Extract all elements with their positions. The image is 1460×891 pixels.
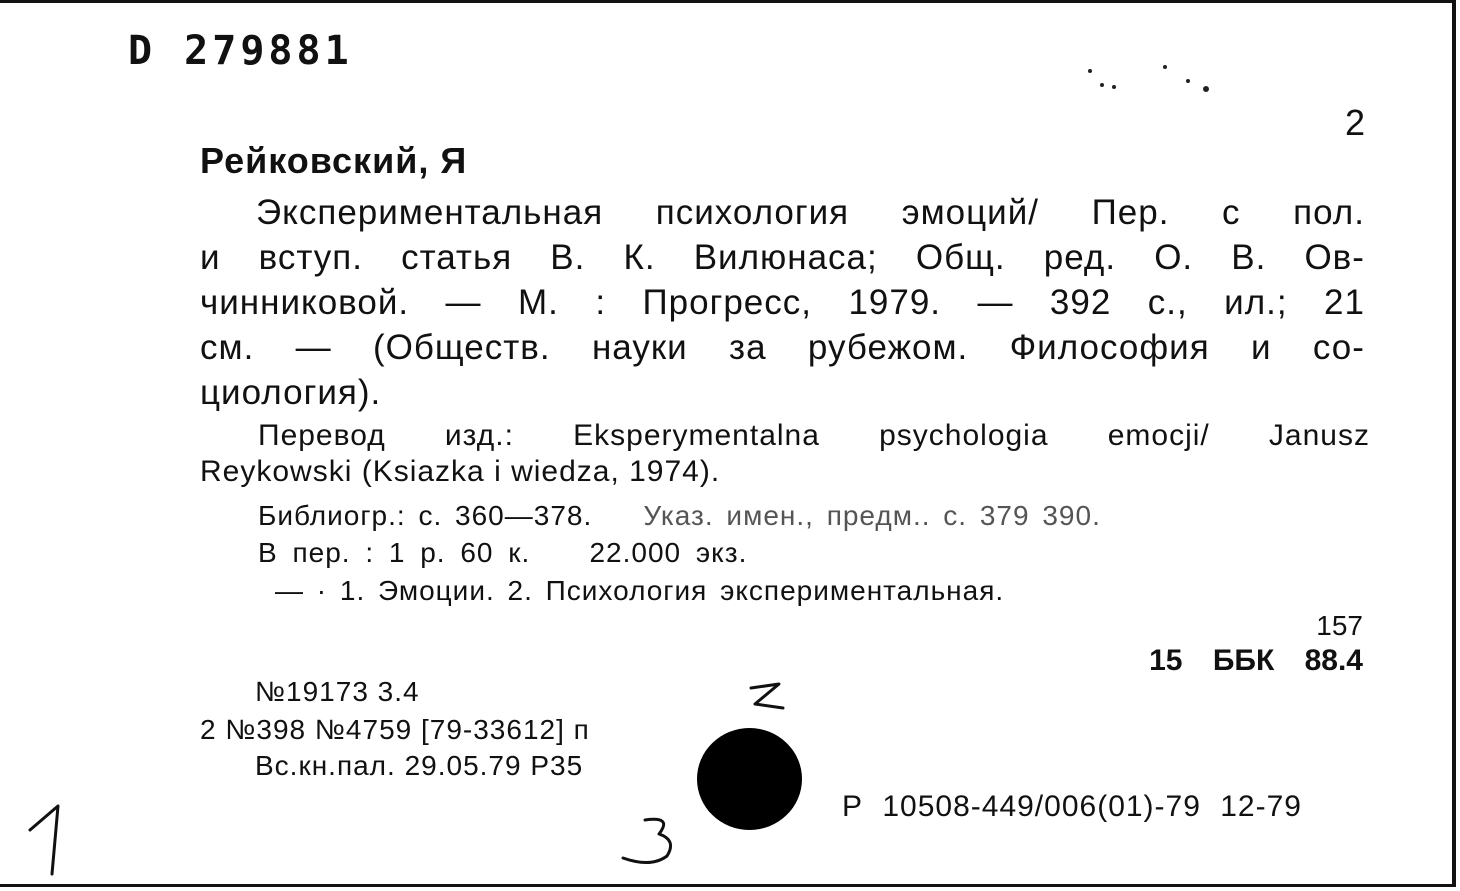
description-word: Экспериментальная: [256, 193, 604, 232]
description-line: [200, 235, 1365, 280]
description-word: науки: [591, 328, 688, 367]
handwritten-mark-3: [615, 812, 685, 870]
page-number: 2: [1344, 102, 1365, 143]
original-word: Eksperymentalna: [573, 419, 820, 452]
description-word: (Обществ.: [372, 328, 551, 367]
description-word: Прогресс,: [642, 283, 812, 322]
description-word: —: [445, 283, 482, 322]
description-word: и: [200, 238, 221, 277]
description-line: [200, 370, 1365, 415]
accession-number: D 279881: [128, 28, 353, 74]
bibliography-note: [258, 500, 1101, 532]
description-word: Философия: [1009, 328, 1210, 367]
description-word: рубежом.: [807, 328, 969, 367]
description-word: В.: [550, 238, 586, 277]
description-word: Ов-: [1304, 238, 1365, 277]
description-word: циология).: [200, 373, 382, 412]
description-word: Пер.: [1091, 193, 1170, 232]
description-word: —: [295, 328, 332, 367]
original-word: изд.:: [444, 419, 514, 452]
description-word: 392: [1049, 283, 1112, 322]
description-word: за: [729, 328, 767, 367]
description-word: пол.: [1293, 193, 1365, 232]
description-line: [200, 190, 1365, 235]
description-word: с: [1222, 193, 1241, 232]
description-word: эмоций/: [901, 193, 1040, 232]
handwritten-mark-2: [745, 680, 789, 716]
description-word: В.: [1231, 238, 1267, 277]
ink-blot: [697, 728, 802, 830]
description-word: М.: [517, 283, 559, 322]
price-line: [258, 537, 747, 569]
original-word: emocji/: [1107, 419, 1210, 452]
classification-157: 157: [1316, 610, 1363, 641]
description-word: —: [977, 283, 1014, 322]
description-word: психология: [655, 193, 850, 232]
original-word: Janusz: [1268, 419, 1370, 452]
description-word: Вилюнаса;: [693, 238, 878, 277]
bibliography-text: Библиогр.: с. 360—378.: [258, 500, 593, 531]
original-word: Reykowski (Ksiazka i wiedza, 1974).: [200, 455, 721, 488]
bbk-classification: 15 ББК 88.4: [1149, 644, 1363, 677]
description-word: :: [595, 283, 607, 322]
description-word: со-: [1312, 328, 1365, 367]
publisher-code: Р 10508-449/006(01)-79 12-79: [842, 790, 1302, 823]
subject-headings: — · 1. Эмоции. 2. Психология экспериментальная.: [275, 575, 1005, 606]
original-line: [200, 418, 1370, 454]
description-word: К.: [623, 238, 656, 277]
original-word: psychologia: [879, 419, 1049, 452]
description-word: см.: [200, 328, 255, 367]
description-word: и: [1251, 328, 1272, 367]
description-word: с.,: [1147, 283, 1188, 322]
title-description: [200, 190, 1365, 415]
description-word: ред.: [1043, 238, 1117, 277]
original-title-note: [200, 418, 1370, 490]
description-line: [200, 280, 1365, 325]
price-text: В пер. : 1 р. 60 к.: [258, 537, 531, 568]
description-word: О.: [1154, 238, 1194, 277]
chamber-date-line: Вс.кн.пал. 29.05.79 Р35: [255, 750, 584, 781]
description-line: [200, 325, 1365, 370]
original-line: [200, 454, 1370, 490]
description-word: статья: [401, 238, 513, 277]
ink-specks: [1070, 55, 1220, 105]
description-word: 1979.: [848, 283, 942, 322]
registration-line-2: 2 №398 №4759 [79-33612] п: [200, 714, 590, 745]
handwritten-mark-1: [22, 800, 72, 880]
original-word: Перевод: [258, 419, 386, 452]
author-heading: Рейковский, Я: [200, 140, 468, 181]
copies-text: 22.000 экз.: [589, 537, 748, 568]
description-word: Общ.: [915, 238, 1006, 277]
description-word: ил.;: [1224, 283, 1288, 322]
registration-line-1: №19173 3.4: [255, 676, 420, 707]
description-word: 21: [1324, 283, 1365, 322]
index-note-text: Указ. имен., предм.. с. 379 390.: [643, 500, 1101, 531]
description-word: чинниковой.: [200, 283, 410, 322]
description-word: вступ.: [258, 238, 363, 277]
